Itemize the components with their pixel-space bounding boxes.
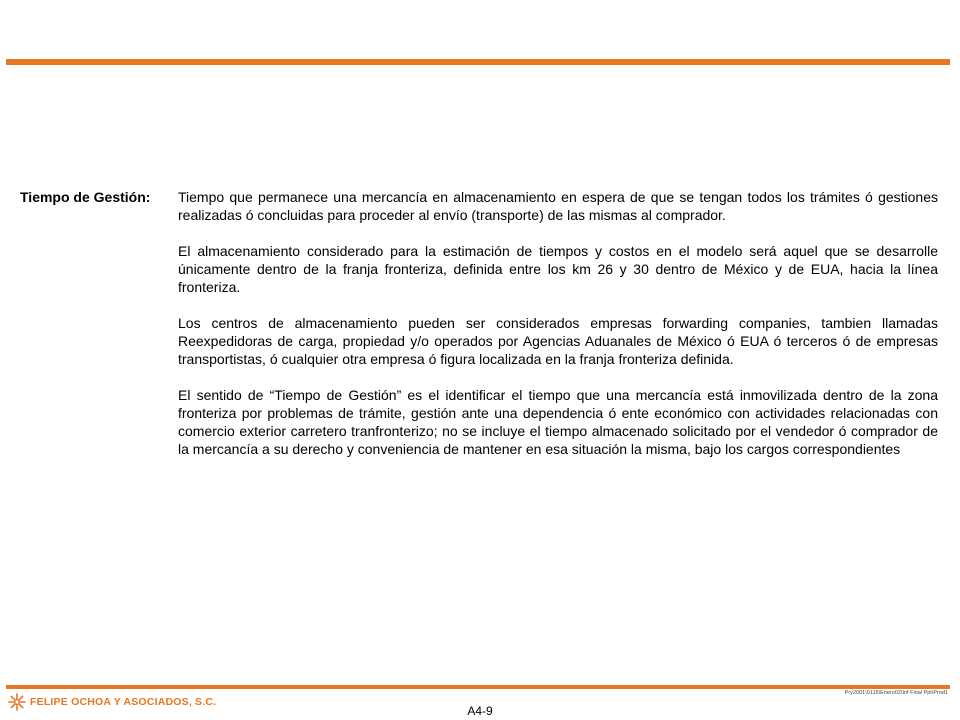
top-divider: [6, 59, 950, 65]
bottom-divider: [6, 685, 950, 689]
definition-paragraph-2: El almacenamiento considerado para la estimación de tiempos y costos en el modelo será aquel que se desarrolle únicamente dentro de la franja fronteriza, definida entre los km 26 y 30 dentro de México y de EUA, hacia la línea fronteriza.: [178, 243, 938, 295]
company-name: FELIPE OCHOA Y ASOCIADOS, S.C.: [30, 696, 217, 708]
definition-body: [178, 188, 938, 476]
definition-term: Tiempo de Gestión:: [20, 189, 151, 205]
definition-paragraph-4: El sentido de “Tiempo de Gestión” es el identificar el tiempo que una mercancía está inmovilizada dentro de la zona fronteriza por problemas de trámite, gestión ante una dependencia ó ente económico con actividades relacionadas con comercio exterior carretero tranfronterizo; no se incluye el tiempo almacenado solicitado por el vendedor ó comprador de la mercancía a su derecho y conveniencia de mantener en esa situación la misma, bajo los cargos correspondientes: [178, 387, 938, 457]
definition-paragraph-1: Tiempo que permanece una mercancía en almacenamiento en espera de que se tengan todos los trámites ó gestiones realizadas ó concluidas para proceder al envío (transporte) de las mismas al comprador.: [178, 189, 938, 223]
page-number: A4-9: [467, 704, 493, 718]
definition-paragraph-3: Los centros de almacenamiento pueden ser considerados empresas forwarding companies, tambien llamadas Reexpedidoras de carga, propiedad y/o operados por Agencias Aduanales de México ó EUA ó terceros ó de empresas transportistas, ó cualquier otra empresa ó figura localizada en la franja fronteriza definida.: [178, 315, 938, 367]
file-reference: Pry2001\0115\Enero02\Inf Final Ppt\Prod1: [844, 690, 948, 696]
